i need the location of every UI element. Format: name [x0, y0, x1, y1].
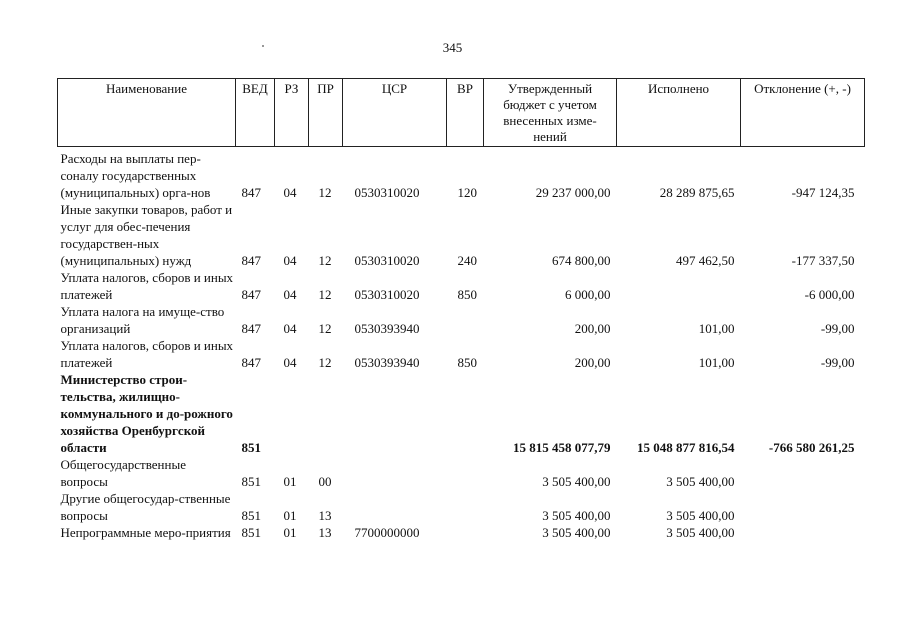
row-csr: 0530310020 — [354, 253, 420, 268]
row-pr: 12 — [318, 253, 332, 268]
row-csr: 0530310020 — [354, 185, 420, 200]
row-deviation: -6 000,00 — [804, 287, 855, 302]
row-ved: 847 — [241, 287, 261, 302]
row-csr — [343, 371, 447, 456]
row-approved-budget: 674 800,00 — [552, 253, 611, 268]
row-ved: 851 — [241, 440, 261, 455]
row-rz — [275, 371, 309, 456]
row-approved-budget: 3 505 400,00 — [542, 508, 611, 523]
budget-execution-table — [57, 78, 865, 541]
row-csr: 0530310020 — [354, 287, 420, 302]
header-deviation: Отклонение (+, -) — [741, 79, 865, 147]
header-vr: ВР — [447, 79, 484, 147]
row-name: Уплата налогов, сборов и иных платежей — [60, 338, 234, 370]
row-pr: 12 — [318, 185, 332, 200]
row-ved: 851 — [241, 525, 261, 540]
row-executed: 101,00 — [698, 355, 735, 370]
row-approved-budget: 3 505 400,00 — [542, 525, 611, 540]
table-row — [58, 337, 865, 371]
row-approved-budget: 200,00 — [574, 321, 611, 336]
row-pr: 00 — [318, 474, 332, 489]
row-vr — [447, 303, 484, 337]
table-row — [58, 456, 865, 490]
table-row — [58, 201, 865, 269]
row-rz: 04 — [283, 253, 297, 268]
row-ved: 851 — [241, 508, 261, 523]
header-executed: Исполнено — [617, 79, 741, 147]
row-name: Иные закупки товаров, работ и услуг для обес-печения государствен-ных (муниципальных) нужд — [60, 202, 233, 268]
row-deviation: -99,00 — [820, 321, 855, 336]
row-csr — [343, 456, 447, 490]
row-vr: 850 — [457, 355, 477, 370]
row-ved: 847 — [241, 253, 261, 268]
header-rz: РЗ — [275, 79, 309, 147]
row-name: Другие общегосудар-ственные вопросы — [60, 491, 231, 523]
row-deviation: -947 124,35 — [791, 185, 855, 200]
row-pr: 12 — [318, 287, 332, 302]
row-rz: 01 — [283, 525, 297, 540]
table-row — [58, 371, 865, 456]
row-rz: 01 — [283, 508, 297, 523]
row-executed: 101,00 — [698, 321, 735, 336]
row-name: Непрограммные меро-приятия — [60, 525, 231, 540]
table-row — [58, 147, 865, 202]
row-vr — [447, 490, 484, 524]
row-ved: 847 — [241, 321, 261, 336]
row-rz: 04 — [283, 287, 297, 302]
row-pr: 12 — [318, 321, 332, 336]
row-ved: 851 — [241, 474, 261, 489]
table-row — [58, 490, 865, 524]
row-deviation: -177 337,50 — [791, 253, 855, 268]
scan-speck — [262, 45, 264, 47]
row-executed: 3 505 400,00 — [666, 525, 735, 540]
row-csr — [343, 490, 447, 524]
row-approved-budget: 200,00 — [574, 355, 611, 370]
row-deviation — [741, 490, 865, 524]
row-name: Расходы на выплаты пер-соналу государственных (муниципальных) орга-нов — [60, 151, 211, 200]
row-approved-budget: 6 000,00 — [565, 287, 611, 302]
row-name: Общегосударственные вопросы — [60, 457, 186, 489]
table-row — [58, 524, 865, 541]
row-executed: 28 289 875,65 — [659, 185, 735, 200]
row-executed: 497 462,50 — [676, 253, 735, 268]
row-csr: 7700000000 — [354, 525, 420, 540]
row-vr — [447, 456, 484, 490]
row-approved-budget: 3 505 400,00 — [542, 474, 611, 489]
row-pr: 13 — [318, 508, 332, 523]
row-rz: 04 — [283, 321, 297, 336]
row-deviation — [741, 456, 865, 490]
row-executed: 3 505 400,00 — [666, 508, 735, 523]
table-body — [58, 147, 865, 542]
row-pr: 13 — [318, 525, 332, 540]
row-rz: 04 — [283, 355, 297, 370]
row-deviation: -766 580 261,25 — [768, 440, 855, 455]
row-ved: 847 — [241, 355, 261, 370]
row-vr: 240 — [457, 253, 477, 268]
row-name: Министерство строи-тельства, жилищно-коммунального и до-рожного хозяйства Оренбургской области — [60, 372, 233, 455]
row-csr: 0530393940 — [354, 321, 420, 336]
header-pr: ПР — [309, 79, 343, 147]
row-pr: 12 — [318, 355, 332, 370]
row-vr — [447, 371, 484, 456]
row-executed: 3 505 400,00 — [666, 474, 735, 489]
row-deviation — [741, 524, 865, 541]
table-header — [58, 79, 865, 147]
table-row — [58, 303, 865, 337]
row-pr — [309, 371, 343, 456]
row-name: Уплата налогов, сборов и иных платежей — [60, 270, 234, 302]
row-csr: 0530393940 — [354, 355, 420, 370]
row-approved-budget: 29 237 000,00 — [535, 185, 611, 200]
table-row — [58, 269, 865, 303]
row-name: Уплата налога на имуще-ство организаций — [60, 304, 225, 336]
row-executed: 15 048 877 816,54 — [637, 440, 735, 455]
row-rz: 04 — [283, 185, 297, 200]
row-vr: 850 — [457, 287, 477, 302]
header-approved-budget: Утвержденный бюджет с учетом внесенных изме-нений — [484, 79, 617, 147]
page-number: 345 — [442, 40, 463, 55]
header-ved: ВЕД — [236, 79, 275, 147]
header-name: Наименование — [58, 79, 236, 147]
row-vr: 120 — [457, 185, 477, 200]
header-csr: ЦСР — [343, 79, 447, 147]
row-rz: 01 — [283, 474, 297, 489]
row-deviation: -99,00 — [820, 355, 855, 370]
row-vr — [447, 524, 484, 541]
row-ved: 847 — [241, 185, 261, 200]
row-executed — [617, 269, 741, 303]
row-approved-budget: 15 815 458 077,79 — [513, 440, 611, 455]
